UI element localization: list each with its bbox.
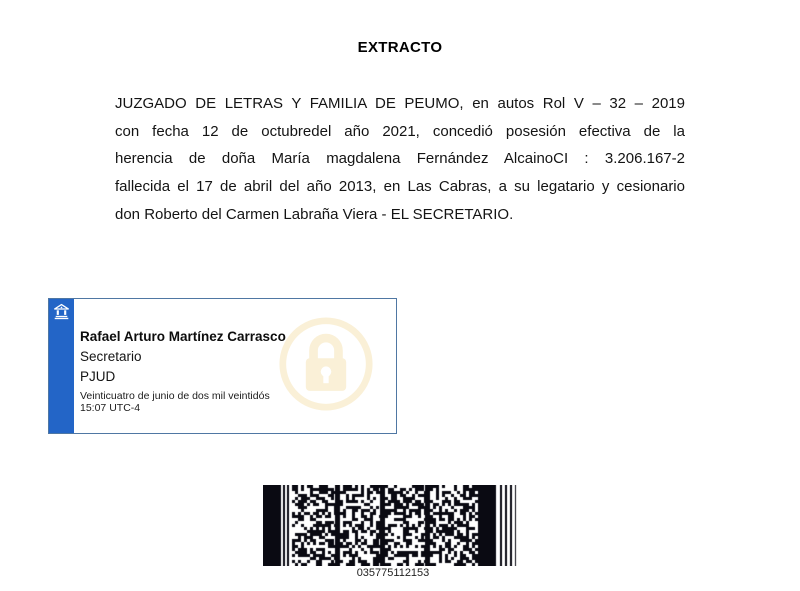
paragraph-line: JUZGADO DE LETRAS Y FAMILIA DE PEUMO, en autos Rol V – 32 – 2019 bbox=[115, 95, 685, 112]
stamp-text-block bbox=[80, 329, 392, 414]
signer-name: Rafael Arturo Martínez Carrasco bbox=[80, 329, 286, 344]
paragraph-line: fallecida el 17 de abril del año 2013, en Las Cabras, a su legatario y cesionario bbox=[115, 178, 685, 196]
paragraph-line: don Roberto del Carmen Labraña Viera - EL SECRETARIO. bbox=[115, 205, 514, 223]
body-paragraph bbox=[115, 95, 685, 233]
stamp-blue-bar bbox=[49, 299, 74, 433]
document-title: EXTRACTO bbox=[357, 39, 443, 56]
signer-institution: PJUD bbox=[80, 369, 116, 384]
signature-time: 15:07 UTC-4 bbox=[80, 402, 141, 414]
signer-role: Secretario bbox=[80, 349, 142, 364]
barcode-image bbox=[263, 485, 523, 566]
paragraph-line: herencia de doña María magdalena Fernández AlcainoCI : 3.206.167-2 bbox=[115, 150, 685, 168]
classical-building-icon bbox=[53, 303, 70, 320]
paragraph-line: con fecha 12 de octubredel año 2021, concedió posesión efectiva de la bbox=[115, 122, 685, 140]
barcode-number: 035775112153 bbox=[356, 567, 430, 579]
signature-date: Veinticuatro de junio de dos mil veintidós bbox=[80, 390, 270, 402]
digital-signature-stamp bbox=[48, 298, 397, 434]
barcode-container bbox=[263, 485, 523, 566]
